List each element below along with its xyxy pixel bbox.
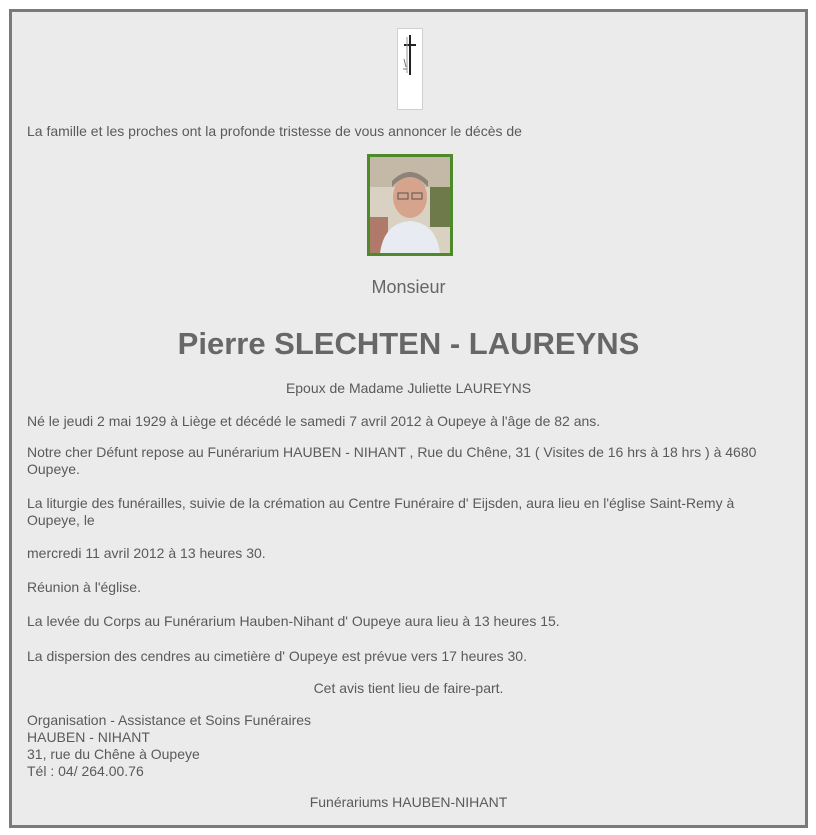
cross-image — [397, 28, 423, 110]
organisation-address: 31, rue du Chêne à Oupeye — [27, 746, 200, 762]
repose-paragraph: Notre cher Défunt repose au Funérarium HAUBEN - NIHANT , Rue du Chêne, 31 ( Visites de 16 hrs à 18 hrs ) à 4680 Oupeye. — [27, 444, 757, 477]
liturgy-paragraph: La liturgie des funérailles, suivie de la crémation au Centre Funéraire d' Eijsden, aura lieu en l'église Saint-Remy à Oupeye, le — [27, 495, 735, 528]
meeting-line: Réunion à l'église. — [27, 579, 141, 595]
obituary-card — [9, 9, 808, 828]
organisation-line-1: Organisation - Assistance et Soins Funéraires — [27, 712, 312, 728]
intro-text: La famille et les proches ont la profonde tristesse de vous annoncer le décès de — [27, 123, 522, 139]
honorific: Monsieur — [371, 277, 446, 297]
birth-death-line: Né le jeudi 2 mai 1929 à Liège et décédé le samedi 7 avril 2012 à Oupeye à l'âge de 82 ans. — [27, 413, 601, 429]
dispersion-line: La dispersion des cendres au cimetière d' Oupeye est prévue vers 17 heures 30. — [27, 648, 527, 664]
cross-icon — [398, 29, 422, 109]
levee-line: La levée du Corps au Funérarium Hauben-Nihant d' Oupeye aura lieu à 13 heures 15. — [27, 613, 560, 629]
notice-line: Cet avis tient lieu de faire-part. — [313, 680, 504, 696]
portrait-photo — [367, 154, 453, 256]
organisation-phone: Tél : 04/ 264.00.76 — [27, 763, 144, 779]
deceased-name: Pierre SLECHTEN - LAUREYNS — [177, 326, 640, 361]
spouse-line: Epoux de Madame Juliette LAUREYNS — [285, 380, 532, 396]
portrait-placeholder — [370, 157, 450, 253]
organisation-line-2: HAUBEN - NIHANT — [27, 729, 150, 745]
signature-line: Funérariums HAUBEN-NIHANT — [309, 794, 508, 810]
ceremony-date: mercredi 11 avril 2012 à 13 heures 30. — [27, 545, 266, 561]
